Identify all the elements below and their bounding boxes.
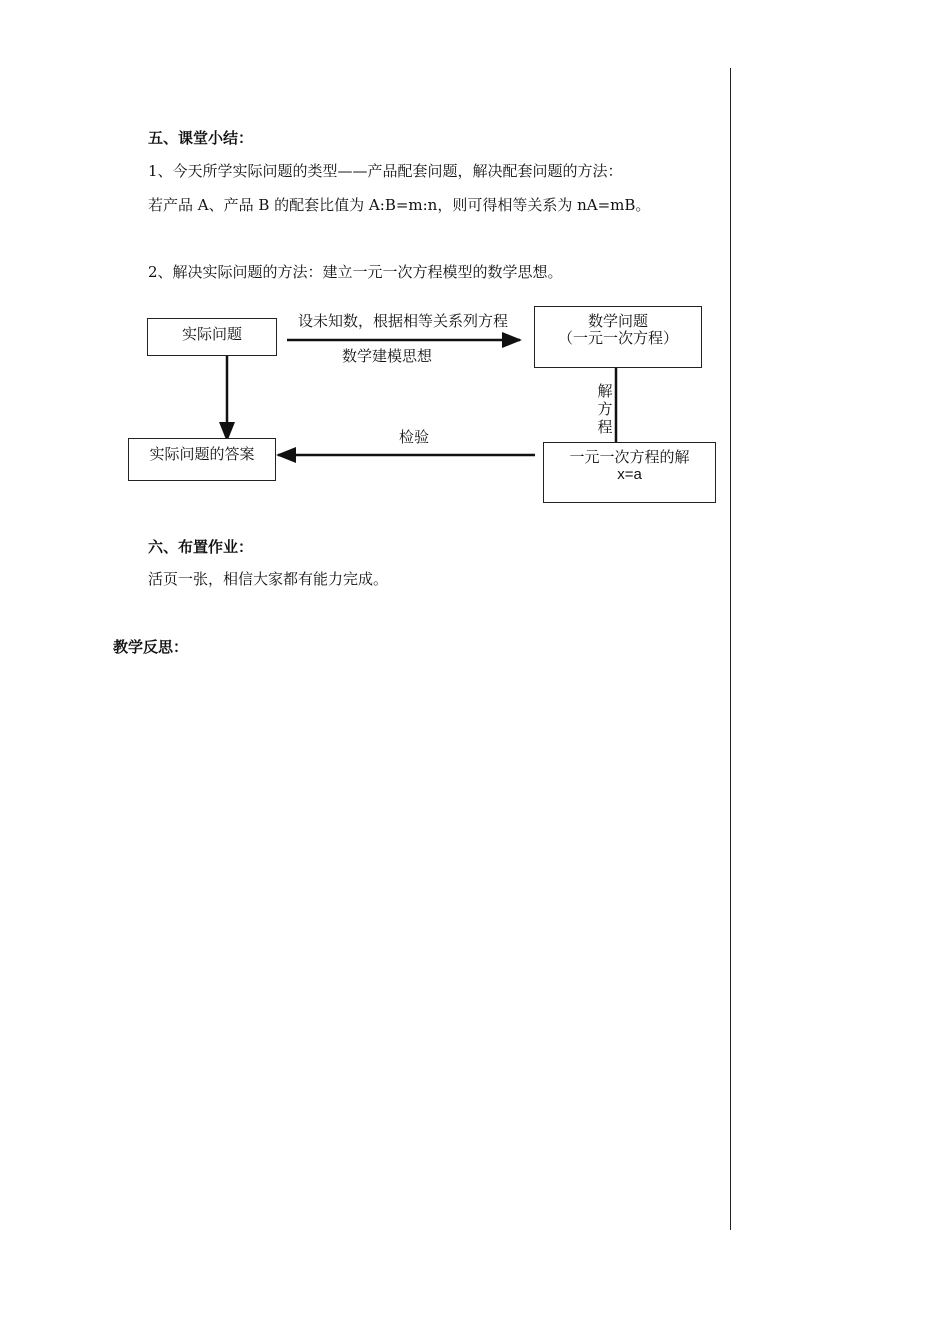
box-real-problem: [147, 318, 277, 356]
arrow-bottom-label: 检验: [399, 428, 430, 446]
section6-heading: 六、布置作业：: [148, 538, 254, 556]
section5-heading: 五、课堂小结：: [148, 129, 254, 147]
box-math-problem-line2: （一元一次方程）: [557, 329, 678, 347]
box-math-problem-line1: 数学问题: [587, 312, 648, 330]
reflection-heading: 教学反思：: [113, 638, 189, 656]
box-real-answer: [128, 438, 276, 481]
box-real-answer-label: 实际问题的答案: [149, 445, 255, 463]
box-solution-line2: x=a: [617, 466, 642, 483]
section5-line1: 1、今天所学实际问题的类型——产品配套问题，解决配套问题的方法：: [148, 162, 623, 180]
vertical-label-char-3: 程: [597, 418, 613, 436]
box-real-problem-label: 实际问题: [181, 325, 242, 343]
vertical-label-char-1: 解: [597, 382, 613, 400]
box-solution-line1: 一元一次方程的解: [569, 448, 690, 466]
box-equation-solution: [543, 442, 716, 503]
vertical-label-char-2: 方: [597, 400, 613, 418]
arrow-top-label: 设未知数，根据相等关系列方程: [298, 312, 509, 330]
section5-line3: 2、解决实际问题的方法：建立一元一次方程模型的数学思想。: [148, 263, 563, 281]
arrow-top-sublabel: 数学建模思想: [342, 347, 433, 365]
section5-line2: 若产品 A、产品 B 的配套比值为 A:B=m:n，则可得相等关系为 nA=mB。: [148, 196, 651, 214]
box-math-problem: [534, 306, 702, 368]
section6-line1: 活页一张，相信大家都有能力完成。: [148, 570, 389, 588]
